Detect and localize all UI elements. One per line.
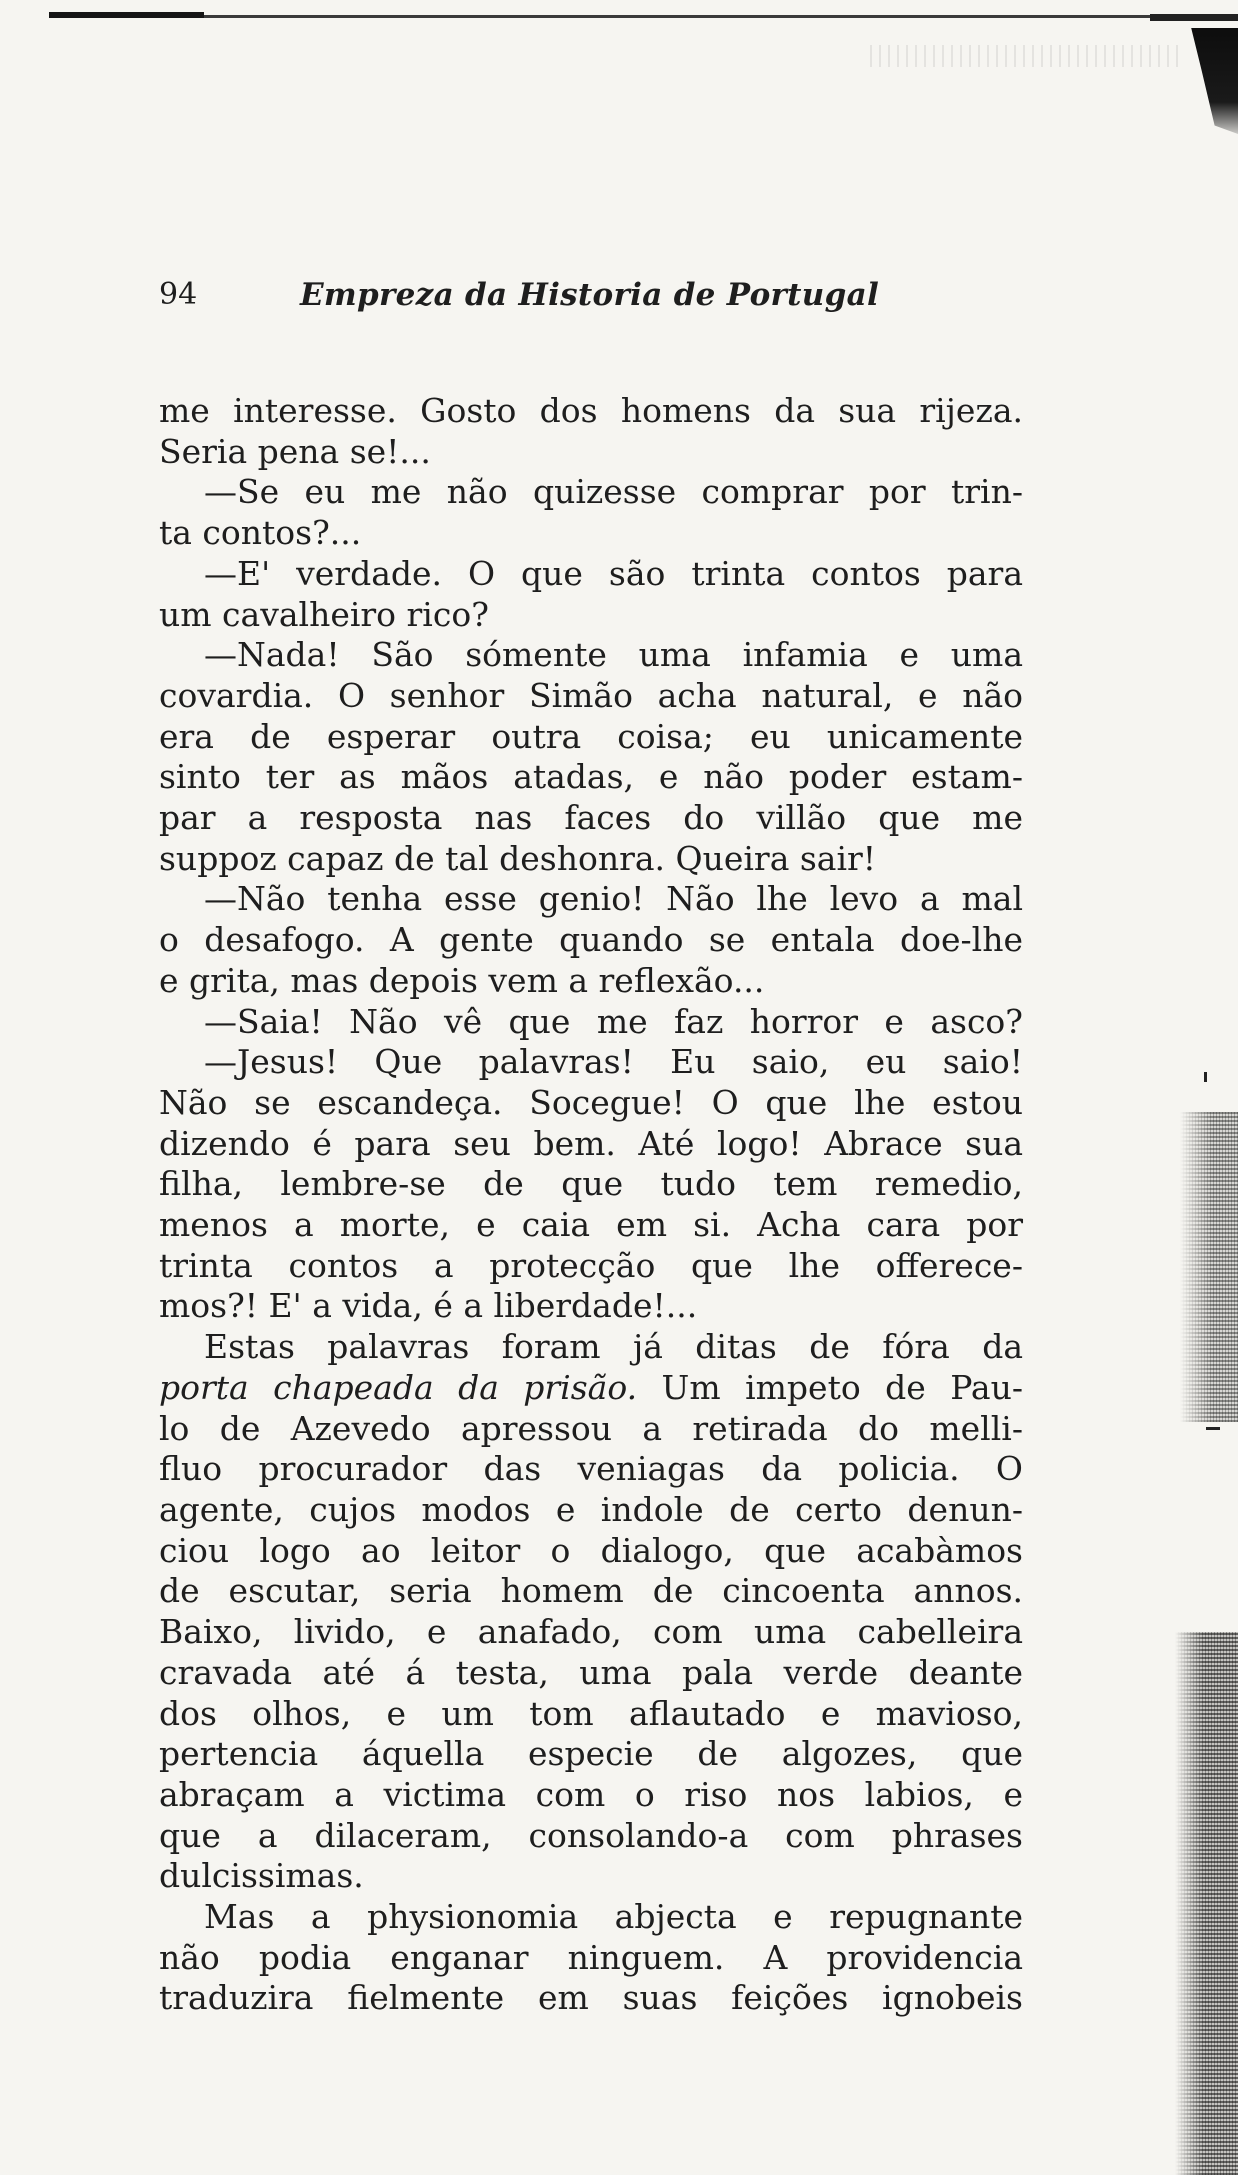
text-line: Seria pena se!...: [159, 431, 431, 471]
text-line: menos a morte, e caia em si. Acha cara por: [159, 1205, 1023, 1245]
text-line: —Não tenha esse genio! Não lhe levo a mal: [204, 879, 1023, 919]
paragraph: [159, 554, 1023, 635]
running-header: [0, 274, 1238, 316]
paragraph: [159, 879, 1023, 1001]
text-line: cravada até á testa, uma pala verde deante: [159, 1652, 1023, 1692]
text-line: ta contos?...: [159, 513, 362, 553]
text-line: —Saia! Não vê que me faz horror e asco?: [204, 1001, 1023, 1041]
text-line: —Jesus! Que palavras! Eu saio, eu saio!: [204, 1042, 1023, 1082]
text-line: [159, 1368, 1023, 1409]
scan-top-edge-mark: [49, 12, 204, 18]
text-line: traduzira fielmente em suas feições ignobeis: [159, 1978, 1023, 2018]
text-line: agente, cujos modos e indole de certo denun-: [159, 1489, 1023, 1529]
text-line: —Nada! São sómente uma infamia e uma: [204, 635, 1023, 675]
paragraph: [159, 1002, 1023, 1043]
text-line: sinto ter as mãos atadas, e não poder estam-: [159, 757, 1023, 797]
text-line: Baixo, livido, e anafado, com uma cabelleira: [159, 1612, 1023, 1652]
scan-speck: [1204, 1072, 1207, 1082]
scan-top-right-edge-mark: [1150, 14, 1238, 21]
text-line: e grita, mas depois vem a reflexão...: [159, 960, 765, 1000]
text-line: fluo procurador das veniagas da policia. O: [159, 1449, 1023, 1489]
text-line: —Se eu me não quizesse comprar por trin-: [204, 472, 1023, 512]
text-line: Mas a physionomia abjecta e repugnante: [204, 1897, 1023, 1937]
paragraph: [159, 472, 1023, 553]
text-line: não podia enganar ninguem. A providencia: [159, 1937, 1023, 1977]
text-line: Estas palavras foram já ditas de fóra da: [204, 1327, 1023, 1367]
paragraph: [159, 635, 1023, 879]
text-line: par a resposta nas faces do villão que me: [159, 798, 1023, 838]
paragraph: [159, 1327, 1023, 1897]
paragraph: [159, 1897, 1023, 2019]
text-line-rest: Um impeto de Pau-: [637, 1367, 1023, 1407]
text-line: dos olhos, e um tom aflautado e mavioso,: [159, 1693, 1023, 1733]
paragraph: [159, 391, 1023, 472]
text-line: de escutar, seria homem de cincoenta annos.: [159, 1571, 1023, 1611]
body-text: [159, 391, 1023, 2019]
text-line: abraçam a victima com o riso nos labios, e: [159, 1774, 1023, 1814]
text-line: dizendo é para seu bem. Até logo! Abrace sua: [159, 1123, 1023, 1163]
page-number: 94: [159, 277, 198, 312]
scan-dust-speckles: [870, 45, 1180, 67]
text-line: mos?! E' a vida, é a liberdade!...: [159, 1286, 698, 1326]
text-line: pertencia áquella especie de algozes, que: [159, 1734, 1023, 1774]
emphasized-text: porta chapeada da prisão.: [159, 1367, 638, 1407]
text-line: me interesse. Gosto dos homens da sua rijeza.: [159, 391, 1023, 430]
scan-edge-shadow-middle: [1180, 1112, 1238, 1422]
text-line: trinta contos a protecção que lhe offerece-: [159, 1245, 1023, 1285]
scan-top-edge-line: [49, 15, 1238, 18]
running-title: Empreza da Historia de Portugal: [300, 277, 880, 313]
text-line: ciou logo ao leitor o dialogo, que acabàmos: [159, 1530, 1023, 1570]
scan-edge-shadow-bottom: [1175, 1632, 1238, 2175]
text-line: o desafogo. A gente quando se entala doe-lhe: [159, 920, 1023, 960]
text-line: um cavalheiro rico?: [159, 594, 489, 634]
paragraph: [159, 1042, 1023, 1327]
scan-speck: [1206, 1427, 1220, 1430]
text-line: covardia. O senhor Simão acha natural, e não: [159, 675, 1023, 715]
text-line: era de esperar outra coisa; eu unicamente: [159, 716, 1023, 756]
text-line: filha, lembre-se de que tudo tem remedio,: [159, 1164, 1023, 1204]
text-line: suppoz capaz de tal deshonra. Queira sair!: [159, 838, 877, 878]
text-line: dulcissimas.: [159, 1856, 364, 1896]
text-line: —E' verdade. O que são trinta contos para: [204, 553, 1023, 593]
text-line: Não se escandeça. Socegue! O que lhe estou: [159, 1082, 1023, 1122]
scan-corner-shadow: [1186, 28, 1238, 134]
text-line: que a dilaceram, consolando-a com phrases: [159, 1815, 1023, 1855]
text-line: lo de Azevedo apressou a retirada do melli-: [159, 1408, 1023, 1448]
